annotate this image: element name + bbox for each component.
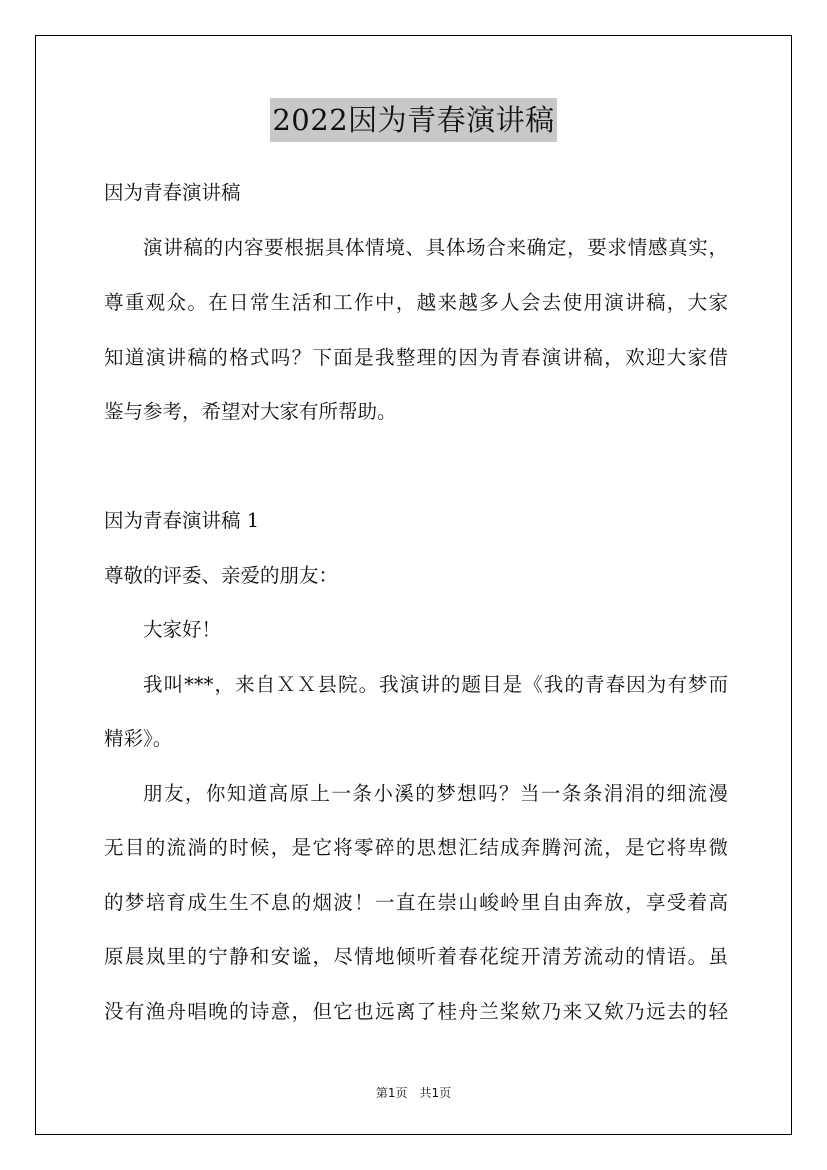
intro-line-2: 尊重观众。在日常生活和工作中，越来越多人会去使用演讲稿，大家 (104, 291, 728, 314)
intro-line-4: 鉴与参考，希望对大家有所帮助。 (104, 400, 397, 423)
title-container (0, 98, 827, 142)
document-title: 2022因为青春演讲稿 (270, 98, 556, 142)
body-line-1: 朋友，你知道高原上一条小溪的梦想吗？当一条条涓涓的细流漫 (143, 782, 728, 805)
body-line-2: 无目的流淌的时候，是它将零碎的思想汇结成奔腾河流，是它将卑微 (104, 836, 728, 859)
intro-line-3: 知道演讲稿的格式吗？下面是我整理的因为青春演讲稿，欢迎大家借 (104, 346, 728, 369)
body-line-4: 原晨岚里的宁静和安谧，尽情地倾听着春花绽开清芳流动的情语。虽 (104, 945, 728, 968)
body-line-5: 没有渔舟唱晚的诗意，但它也远离了桂舟兰桨欸乃来又欸乃远去的轻 (104, 1000, 728, 1023)
intro-line-1: 演讲稿的内容要根据具体情境、具体场合来确定，要求情感真实， (143, 236, 728, 259)
salutation: 尊敬的评委、亲爱的朋友： (104, 564, 339, 587)
body-line-3: 的梦培育成生生不息的烟波！一直在崇山峻岭里自由奔放，享受着高 (104, 891, 728, 914)
greeting: 大家好！ (143, 618, 222, 641)
self-intro-line-1: 我叫***，来自ＸＸ县院。我演讲的题目是《我的青春因为有梦而 (143, 673, 728, 696)
self-intro-line-2: 精彩》。 (104, 727, 173, 750)
document-subtitle: 因为青春演讲稿 (104, 181, 241, 204)
page-number-footer: 第1页 共1页 (375, 1086, 452, 1100)
section-heading: 因为青春演讲稿 1 (104, 509, 260, 532)
